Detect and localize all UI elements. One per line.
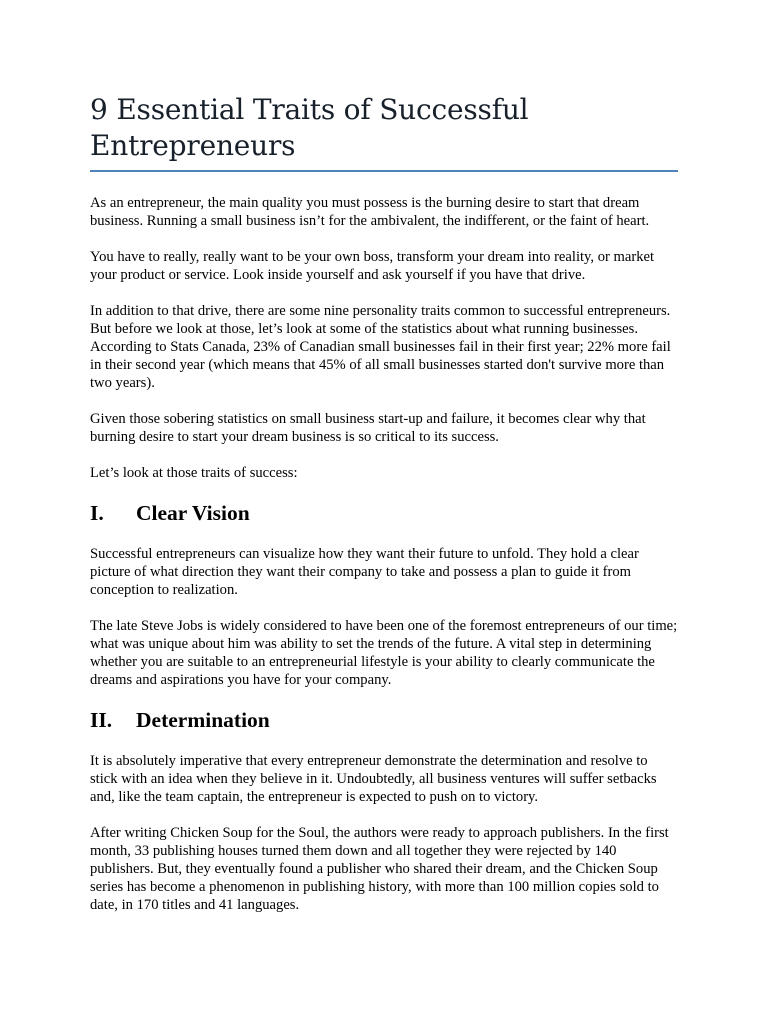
determination-paragraph-1: It is absolutely imperative that every entrepreneur demonstrate the determination and resolve to stick with an idea when they believe in it. Undoubtedly, all business ventures will suffer setbacks and, like the team captain, the entrepreneur is expected to push on to victory.: [90, 753, 657, 805]
intro-paragraph-2: You have to really, really want to be your own boss, transform your dream into reality, or market your product or service. Look inside yourself and ask yourself if you have that drive.: [90, 249, 655, 283]
section-heading-clear-vision: [90, 500, 678, 526]
section-title: Determination: [136, 708, 270, 732]
document-page: [90, 92, 678, 914]
section-title: Clear Vision: [136, 501, 250, 525]
clear-vision-paragraph-1: Successful entrepreneurs can visualize how they want their future to unfold. They hold a clear picture of what direction they want their company to take and possess a plan to guide it from conception to realization.: [90, 546, 639, 598]
intro-paragraph-5: Let’s look at those traits of success:: [90, 465, 298, 481]
intro-paragraph-4: Given those sobering statistics on small business start-up and failure, it becomes clear why that burning desire to start your dream business is so critical to its success.: [90, 411, 646, 445]
intro-paragraph-3: In addition to that drive, there are some nine personality traits common to successful entrepreneurs. But before we look at those, let’s look at some of the statistics about what running businesses. According to Stats Canada, 23% of Canadian small businesses fail in their first year; 22% more fail in their second year (which means that 45% of all small businesses started don't survive more than two years).: [90, 303, 671, 391]
intro-paragraph-1: As an entrepreneur, the main quality you must possess is the burning desire to start that dream business. Running a small business isn’t for the ambivalent, the indifferent, or the faint of heart.: [90, 195, 650, 229]
document-title: 9 Essential Traits of Successful Entrepreneurs: [90, 92, 678, 172]
determination-paragraph-2: After writing Chicken Soup for the Soul, the authors were ready to approach publishers. In the first month, 33 publishing houses turned them down and all together they were rejected by 140 publishers. But, they eventually found a publisher who shared their dream, and the Chicken Soup series has become a phenomenon in publishing history, with more than 100 million copies sold to date, in 170 titles and 41 languages.: [90, 825, 669, 913]
section-number: I.: [90, 501, 104, 525]
clear-vision-paragraph-2: The late Steve Jobs is widely considered to have been one of the foremost entrepreneurs of our time; what was unique about him was ability to set the trends of the future. A vital step in determining whether you are suitable to an entrepreneurial lifestyle is your ability to clearly communicate the dreams and aspirations you have for your company.: [90, 618, 678, 688]
section-number: II.: [90, 708, 113, 732]
section-heading-determination: [90, 707, 678, 733]
